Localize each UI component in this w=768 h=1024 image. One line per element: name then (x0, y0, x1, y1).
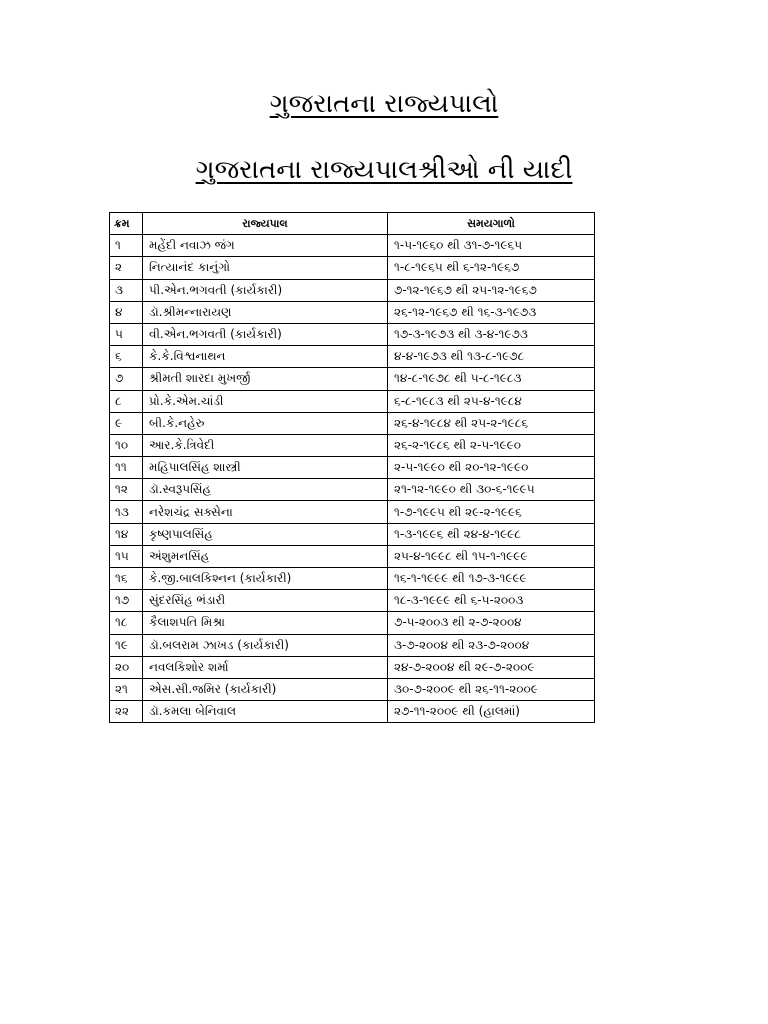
header-tenure: સમયગાળો (388, 213, 595, 235)
governor-name-cell: ડૉ.કમલા બેનિવાલ (143, 701, 388, 723)
table-row (110, 323, 595, 345)
table-row (110, 346, 595, 368)
serial-number-cell: ૪ (110, 301, 143, 323)
page-subtitle: ગુજરાતના રાજ્યપાલશ્રીઓ ની યાદી (195, 155, 573, 185)
tenure-cell: ૩-૭-૨૦૦૪ થી ૨૩-૭-૨૦૦૪ (388, 634, 595, 656)
serial-number-cell: ૧૫ (110, 545, 143, 567)
governor-name-cell: શ્રીમતી શારદા મુખર્જી (143, 368, 388, 390)
governor-name-cell: કે.જી.બાલકિશ્નન (કાર્યકારી) (143, 568, 388, 590)
tenure-cell: ૧-૫-૧૯૬૦ થી ૩૧-૭-૧૯૬૫ (388, 235, 595, 257)
serial-number-cell: ૧૭ (110, 590, 143, 612)
serial-number-cell: ૭ (110, 368, 143, 390)
governor-name-cell: બી.કે.નહેરુ (143, 412, 388, 434)
tenure-cell: ૭-૧૨-૧૯૬૭ થી ૨૫-૧૨-૧૯૬૭ (388, 279, 595, 301)
serial-number-cell: ૩ (110, 279, 143, 301)
serial-number-cell: ૧૨ (110, 479, 143, 501)
tenure-cell: ૧૭-૩-૧૯૭૩ થી ૩-૪-૧૯૭૩ (388, 323, 595, 345)
governor-name-cell: કૈલાશપતિ મિશ્રા (143, 612, 388, 634)
serial-number-cell: ૨૦ (110, 656, 143, 678)
governor-name-cell: નિત્યાનંદ કાનુંગો (143, 257, 388, 279)
governor-name-cell: એસ.સી.જમિર (કાર્યકારી) (143, 678, 388, 700)
serial-number-cell: ૫ (110, 323, 143, 345)
tenure-cell: ૨૬-૪-૧૯૮૪ થી ૨૫-૨-૧૯૮૬ (388, 412, 595, 434)
table-row (110, 545, 595, 567)
serial-number-cell: ૬ (110, 346, 143, 368)
governor-name-cell: ડૉ.શ્રીમન્નારાયણ (143, 301, 388, 323)
tenure-cell: ૨૬-૨-૧૯૮૬ થી ૨-૫-૧૯૯૦ (388, 434, 595, 456)
table-row (110, 501, 595, 523)
tenure-cell: ૪-૪-૧૯૭૩ થી ૧૩-૮-૧૯૭૮ (388, 346, 595, 368)
table-row (110, 590, 595, 612)
table-row (110, 479, 595, 501)
serial-number-cell: ૨૨ (110, 701, 143, 723)
governor-name-cell: ડૉ.બલરામ ઝાખડ (કાર્યકારી) (143, 634, 388, 656)
tenure-cell: ૨૧-૧૨-૧૯૯૦ થી ૩૦-૬-૧૯૯૫ (388, 479, 595, 501)
governor-name-cell: કે.કે.વિશ્વનાથન (143, 346, 388, 368)
table-row (110, 568, 595, 590)
header-governor: રાજ્યપાલ (143, 213, 388, 235)
table-row (110, 412, 595, 434)
governor-name-cell: પ્રો.કે.એમ.ચાંડી (143, 390, 388, 412)
table-row (110, 279, 595, 301)
governor-name-cell: આર.કે.ત્રિવેદી (143, 434, 388, 456)
table-row (110, 368, 595, 390)
governor-name-cell: મહિપાલસિંહ શાસ્ત્રી (143, 457, 388, 479)
tenure-cell: ૧૪-૮-૧૯૭૮ થી ૫-૮-૧૯૮૩ (388, 368, 595, 390)
table-body (110, 235, 595, 723)
tenure-cell: ૨૫-૪-૧૯૯૮ થી ૧૫-૧-૧૯૯૯ (388, 545, 595, 567)
header-serial-number: ક્રમ (110, 213, 143, 235)
table-row (110, 656, 595, 678)
table-header-row (110, 213, 595, 235)
serial-number-cell: ૮ (110, 390, 143, 412)
governor-name-cell: નરેશચંદ્ર સક્સેના (143, 501, 388, 523)
governor-name-cell: નવલકિશોર શર્મા (143, 656, 388, 678)
table-row (110, 678, 595, 700)
governor-name-cell: ડૉ.સ્વરૂપસિંહ (143, 479, 388, 501)
tenure-cell: ૧૮-૩-૧૯૯૯ થી ૬-૫-૨૦૦૩ (388, 590, 595, 612)
table-row (110, 457, 595, 479)
governors-table (109, 212, 595, 723)
table-row (110, 257, 595, 279)
page-title: ગુજરાતના રાજ્યપાલો (269, 89, 499, 119)
table-row (110, 523, 595, 545)
governor-name-cell: મહેંદી નવાઝ જંગ (143, 235, 388, 257)
tenure-cell: ૧-૮-૧૯૬૫ થી ૬-૧૨-૧૯૬૭ (388, 257, 595, 279)
tenure-cell: ૭-૫-૨૦૦૩ થી ૨-૭-૨૦૦૪ (388, 612, 595, 634)
table-row (110, 390, 595, 412)
tenure-cell: ૩૦-૭-૨૦૦૯ થી ૨૬-૧૧-૨૦૦૯ (388, 678, 595, 700)
governor-name-cell: કૃષ્ણપાલસિંહ (143, 523, 388, 545)
tenure-cell: ૧-૩-૧૯૯૬ થી ૨૪-૪-૧૯૯૮ (388, 523, 595, 545)
tenure-cell: ૧૬-૧-૧૯૯૯ થી ૧૭-૩-૧૯૯૯ (388, 568, 595, 590)
table-row (110, 612, 595, 634)
tenure-cell: ૨૭-૧૧-૨૦૦૯ થી (હાલમાં) (388, 701, 595, 723)
serial-number-cell: ૧ (110, 235, 143, 257)
tenure-cell: ૧-૭-૧૯૯૫ થી ૨૯-૨-૧૯૯૬ (388, 501, 595, 523)
serial-number-cell: ૨ (110, 257, 143, 279)
table-row (110, 701, 595, 723)
tenure-cell: ૨-૫-૧૯૯૦ થી ૨૦-૧૨-૧૯૯૦ (388, 457, 595, 479)
serial-number-cell: ૧૯ (110, 634, 143, 656)
tenure-cell: ૨૬-૧૨-૧૯૬૭ થી ૧૬-૩-૧૯૭૩ (388, 301, 595, 323)
serial-number-cell: ૨૧ (110, 678, 143, 700)
serial-number-cell: ૧૪ (110, 523, 143, 545)
governor-name-cell: પી.એન.ભગવતી (કાર્યકારી) (143, 279, 388, 301)
governor-name-cell: અંશુમનસિંહ (143, 545, 388, 567)
serial-number-cell: ૧૧ (110, 457, 143, 479)
governor-name-cell: વી.એન.ભગવતી (કાર્યકારી) (143, 323, 388, 345)
serial-number-cell: ૧૬ (110, 568, 143, 590)
serial-number-cell: ૧૦ (110, 434, 143, 456)
table-row (110, 634, 595, 656)
table-row (110, 434, 595, 456)
serial-number-cell: ૧૩ (110, 501, 143, 523)
tenure-cell: ૨૪-૭-૨૦૦૪ થી ૨૯-૭-૨૦૦૯ (388, 656, 595, 678)
serial-number-cell: ૧૮ (110, 612, 143, 634)
tenure-cell: ૬-૮-૧૯૮૩ થી ૨૫-૪-૧૯૮૪ (388, 390, 595, 412)
serial-number-cell: ૯ (110, 412, 143, 434)
governor-name-cell: સુંદરસિંહ ભંડારી (143, 590, 388, 612)
table-row (110, 235, 595, 257)
table-row (110, 301, 595, 323)
